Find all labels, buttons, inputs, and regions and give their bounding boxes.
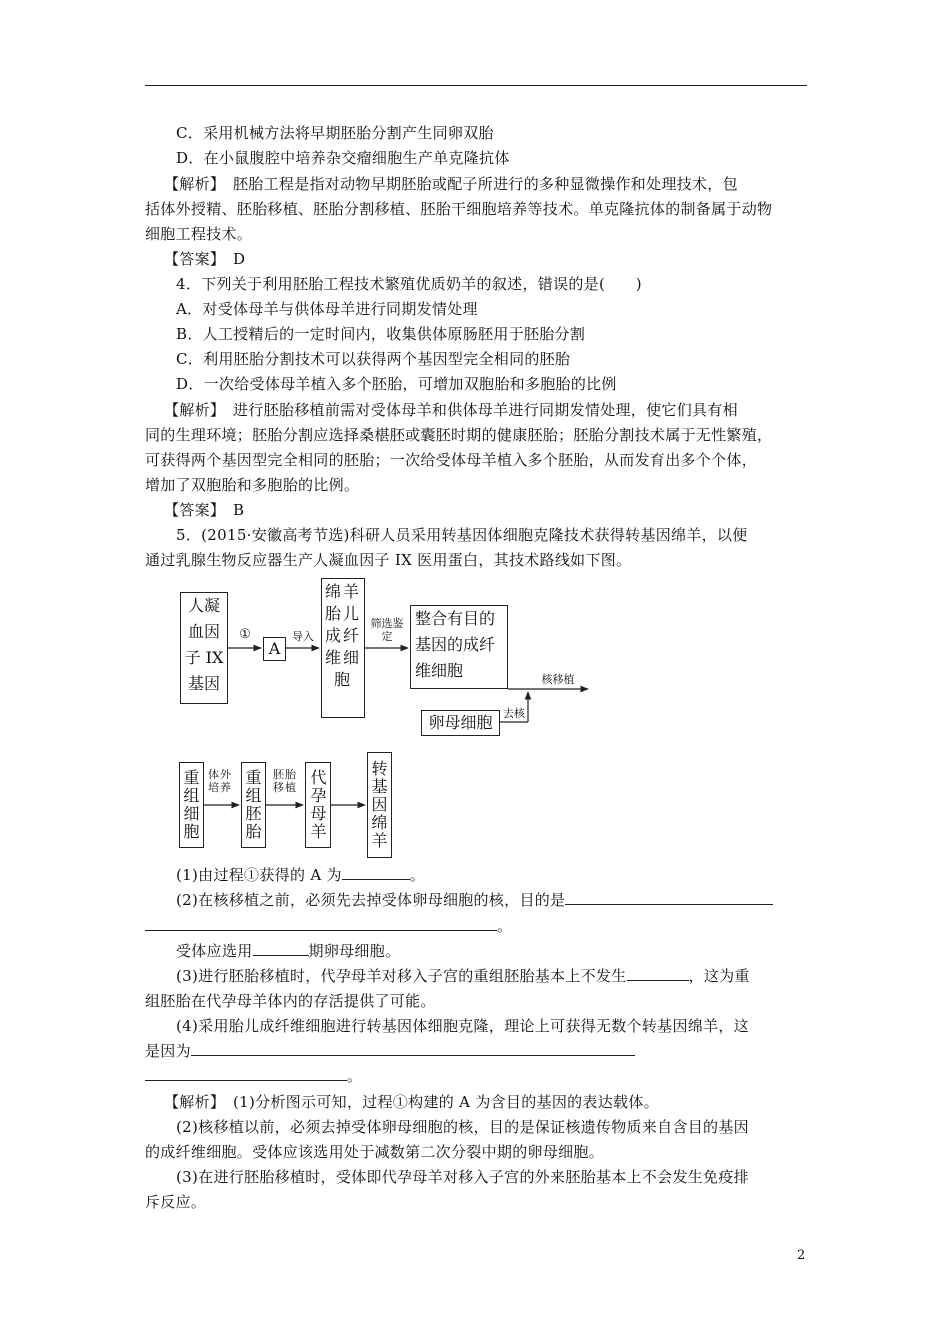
q5-analysis-line: 斥反应。 xyxy=(145,1193,207,1211)
q5-sub2-blank[interactable] xyxy=(565,890,773,905)
q4-stem: 4．下列关于利用胚胎工程技术繁殖优质奶羊的叙述，错误的是( ) xyxy=(176,275,642,293)
q4-option-c: C．利用胚胎分割技术可以获得两个基因型完全相同的胚胎 xyxy=(176,350,571,368)
q5-stem-line: 5．(2015·安徽高考节选)科研人员采用转基因体细胞克隆技术获得转基因绵羊，以便 xyxy=(176,526,748,544)
option-d-prev: D．在小鼠腹腔中培养杂交瘤细胞生产单克隆抗体 xyxy=(176,149,510,167)
enucleate-label: 去核 xyxy=(503,707,525,720)
gene-line: 人凝 xyxy=(187,596,220,615)
import-label: 导入 xyxy=(292,630,314,643)
a-box: A xyxy=(263,637,286,661)
page-number: 2 xyxy=(797,1248,806,1263)
human-clotting-factor-gene-box xyxy=(180,592,228,704)
q5-sub4-end: 。 xyxy=(347,1067,363,1085)
target-line: 维细胞 xyxy=(415,661,464,680)
q4-option-d: D．一次给受体母羊植入多个胚胎，可增加双胞胎和多胞胎的比例 xyxy=(176,375,617,393)
q5-sub2-end: 。 xyxy=(497,917,513,935)
recombinant-embryo-box: 重组胚胎 xyxy=(241,762,266,848)
q5-sub3-blank[interactable] xyxy=(627,966,689,981)
q5-sub2-blank-cont[interactable] xyxy=(145,916,497,931)
q3-answer: 【答案】 D xyxy=(164,250,246,268)
q5-sub4-blank[interactable] xyxy=(191,1041,635,1056)
q4-answer: 【答案】 B xyxy=(164,501,245,519)
q5-sub2 xyxy=(176,890,773,910)
q5-sub3-text: (3)进行胚胎移植时，代孕母羊对移入子宫的重组胚胎基本上不发生 xyxy=(176,967,627,985)
q4-analysis-line: 可获得两个基因型完全相同的胚胎；一次给受体母羊植入多个胚胎，从而发育出多个个体， xyxy=(145,451,758,469)
surrogate-ewe-box: 代孕母羊 xyxy=(305,762,331,848)
q5-analysis-line: 的成纤维细胞。受体应该选用处于减数第二次分裂中期的卵母细胞。 xyxy=(145,1143,605,1161)
target-gene-fibroblast-box xyxy=(410,605,508,689)
sheep-fetal-fibroblast-box: 绵羊胎儿成纤维细胞 xyxy=(321,578,365,718)
q5-sub2b-text: 受体应选用 xyxy=(176,942,253,960)
q5-sub4-line3 xyxy=(145,1066,362,1086)
q5-sub3-line2: 组胚胎在代孕母羊体内的存活提供了可能。 xyxy=(145,992,436,1010)
q4-analysis-line: 同的生理环境；胚胎分割应选择桑椹胚或囊胚时期的健康胚胎；胚胎分割技术属于无性繁殖， xyxy=(145,426,773,444)
q5-analysis-line: (2)核移植以前，必须去掉受体卵母细胞的核，目的是保证核遗传物质来自含目的基因 xyxy=(176,1118,749,1136)
q4-analysis-line: 增加了双胞胎和多胞胎的比例。 xyxy=(145,476,360,494)
q5-sub2-text: (2)在核移植之前，必须先去掉受体卵母细胞的核，目的是 xyxy=(176,891,566,909)
q4-analysis-line: 【解析】 进行胚胎移植前需对受体母羊和供体母羊进行同期发情处理，使它们具有相 xyxy=(164,401,738,419)
q5-analysis-line: 【解析】 (1)分析图示可知，过程①构建的 A 为含目的基因的表达载体。 xyxy=(164,1093,659,1111)
embryo-transfer-label: 胚胎移植 xyxy=(273,768,297,794)
q5-sub4-line1: (4)采用胎儿成纤维细胞进行转基因体细胞克隆，理论上可获得无数个转基因绵羊，这 xyxy=(176,1017,749,1035)
oocyte-box: 卵母细胞 xyxy=(421,710,500,736)
q5-sub3 xyxy=(176,966,750,986)
in-vitro-culture-label: 体外培养 xyxy=(208,768,232,794)
target-line: 基因的成纤 xyxy=(415,635,496,654)
gene-line: 血因 xyxy=(187,622,220,641)
q5-sub4-text: 是因为 xyxy=(145,1042,191,1060)
q5-sub1-end: 。 xyxy=(409,866,426,884)
transgenic-sheep-box: 转基因绵羊 xyxy=(367,752,392,858)
q5-sub2b-end: 期卵母细胞。 xyxy=(308,942,401,960)
q5-sub2b-blank[interactable] xyxy=(253,941,309,956)
process-1-label: ① xyxy=(239,627,251,642)
option-c-prev: C．采用机械方法将早期胚胎分割产生同卵双胎 xyxy=(176,124,494,142)
screening-label: 筛选鉴定 xyxy=(370,617,404,643)
nuclear-transfer-label: 核移植 xyxy=(541,673,575,686)
q5-sub1-blank[interactable] xyxy=(342,865,410,880)
gene-line: 基因 xyxy=(187,674,220,693)
q5-sub3-post: ，这为重 xyxy=(688,967,750,985)
q5-stem-line: 通过乳腺生物反应器生产人凝血因子 IX 医用蛋白，其技术路线如下图。 xyxy=(145,551,632,569)
q5-sub4-line2 xyxy=(145,1041,635,1061)
q3-analysis-line: 括体外授精、胚胎移植、胚胎分割移植、胚胎干细胞培养等技术。单克隆抗体的制备属于动物 xyxy=(145,200,773,218)
q5-sub1-text: (1)由过程①获得的 A 为 xyxy=(176,866,342,884)
q5-sub1 xyxy=(176,865,425,885)
q4-option-b: B．人工授精后的一定时间内，收集供体原肠胚用于胚胎分割 xyxy=(176,325,586,343)
q5-analysis-line: (3)在进行胚胎移植时，受体即代孕母羊对移入子宫的外来胚胎基本上不会发生免疫排 xyxy=(176,1168,749,1186)
q4-option-a: A．对受体母羊与供体母羊进行同期发情处理 xyxy=(176,300,478,318)
q5-sub2-cont xyxy=(145,916,512,936)
target-line: 整合有目的 xyxy=(415,609,496,628)
q3-analysis-line: 【解析】 胚胎工程是指对动物早期胚胎或配子所进行的多种显微操作和处理技术，包 xyxy=(164,175,738,193)
q5-sub2b xyxy=(176,941,400,961)
gene-line: 子 IX xyxy=(184,648,224,667)
q5-sub4-blank-cont[interactable] xyxy=(145,1066,347,1081)
recombinant-cell-box: 重组细胞 xyxy=(179,762,204,848)
q3-analysis-line: 细胞工程技术。 xyxy=(145,225,253,243)
